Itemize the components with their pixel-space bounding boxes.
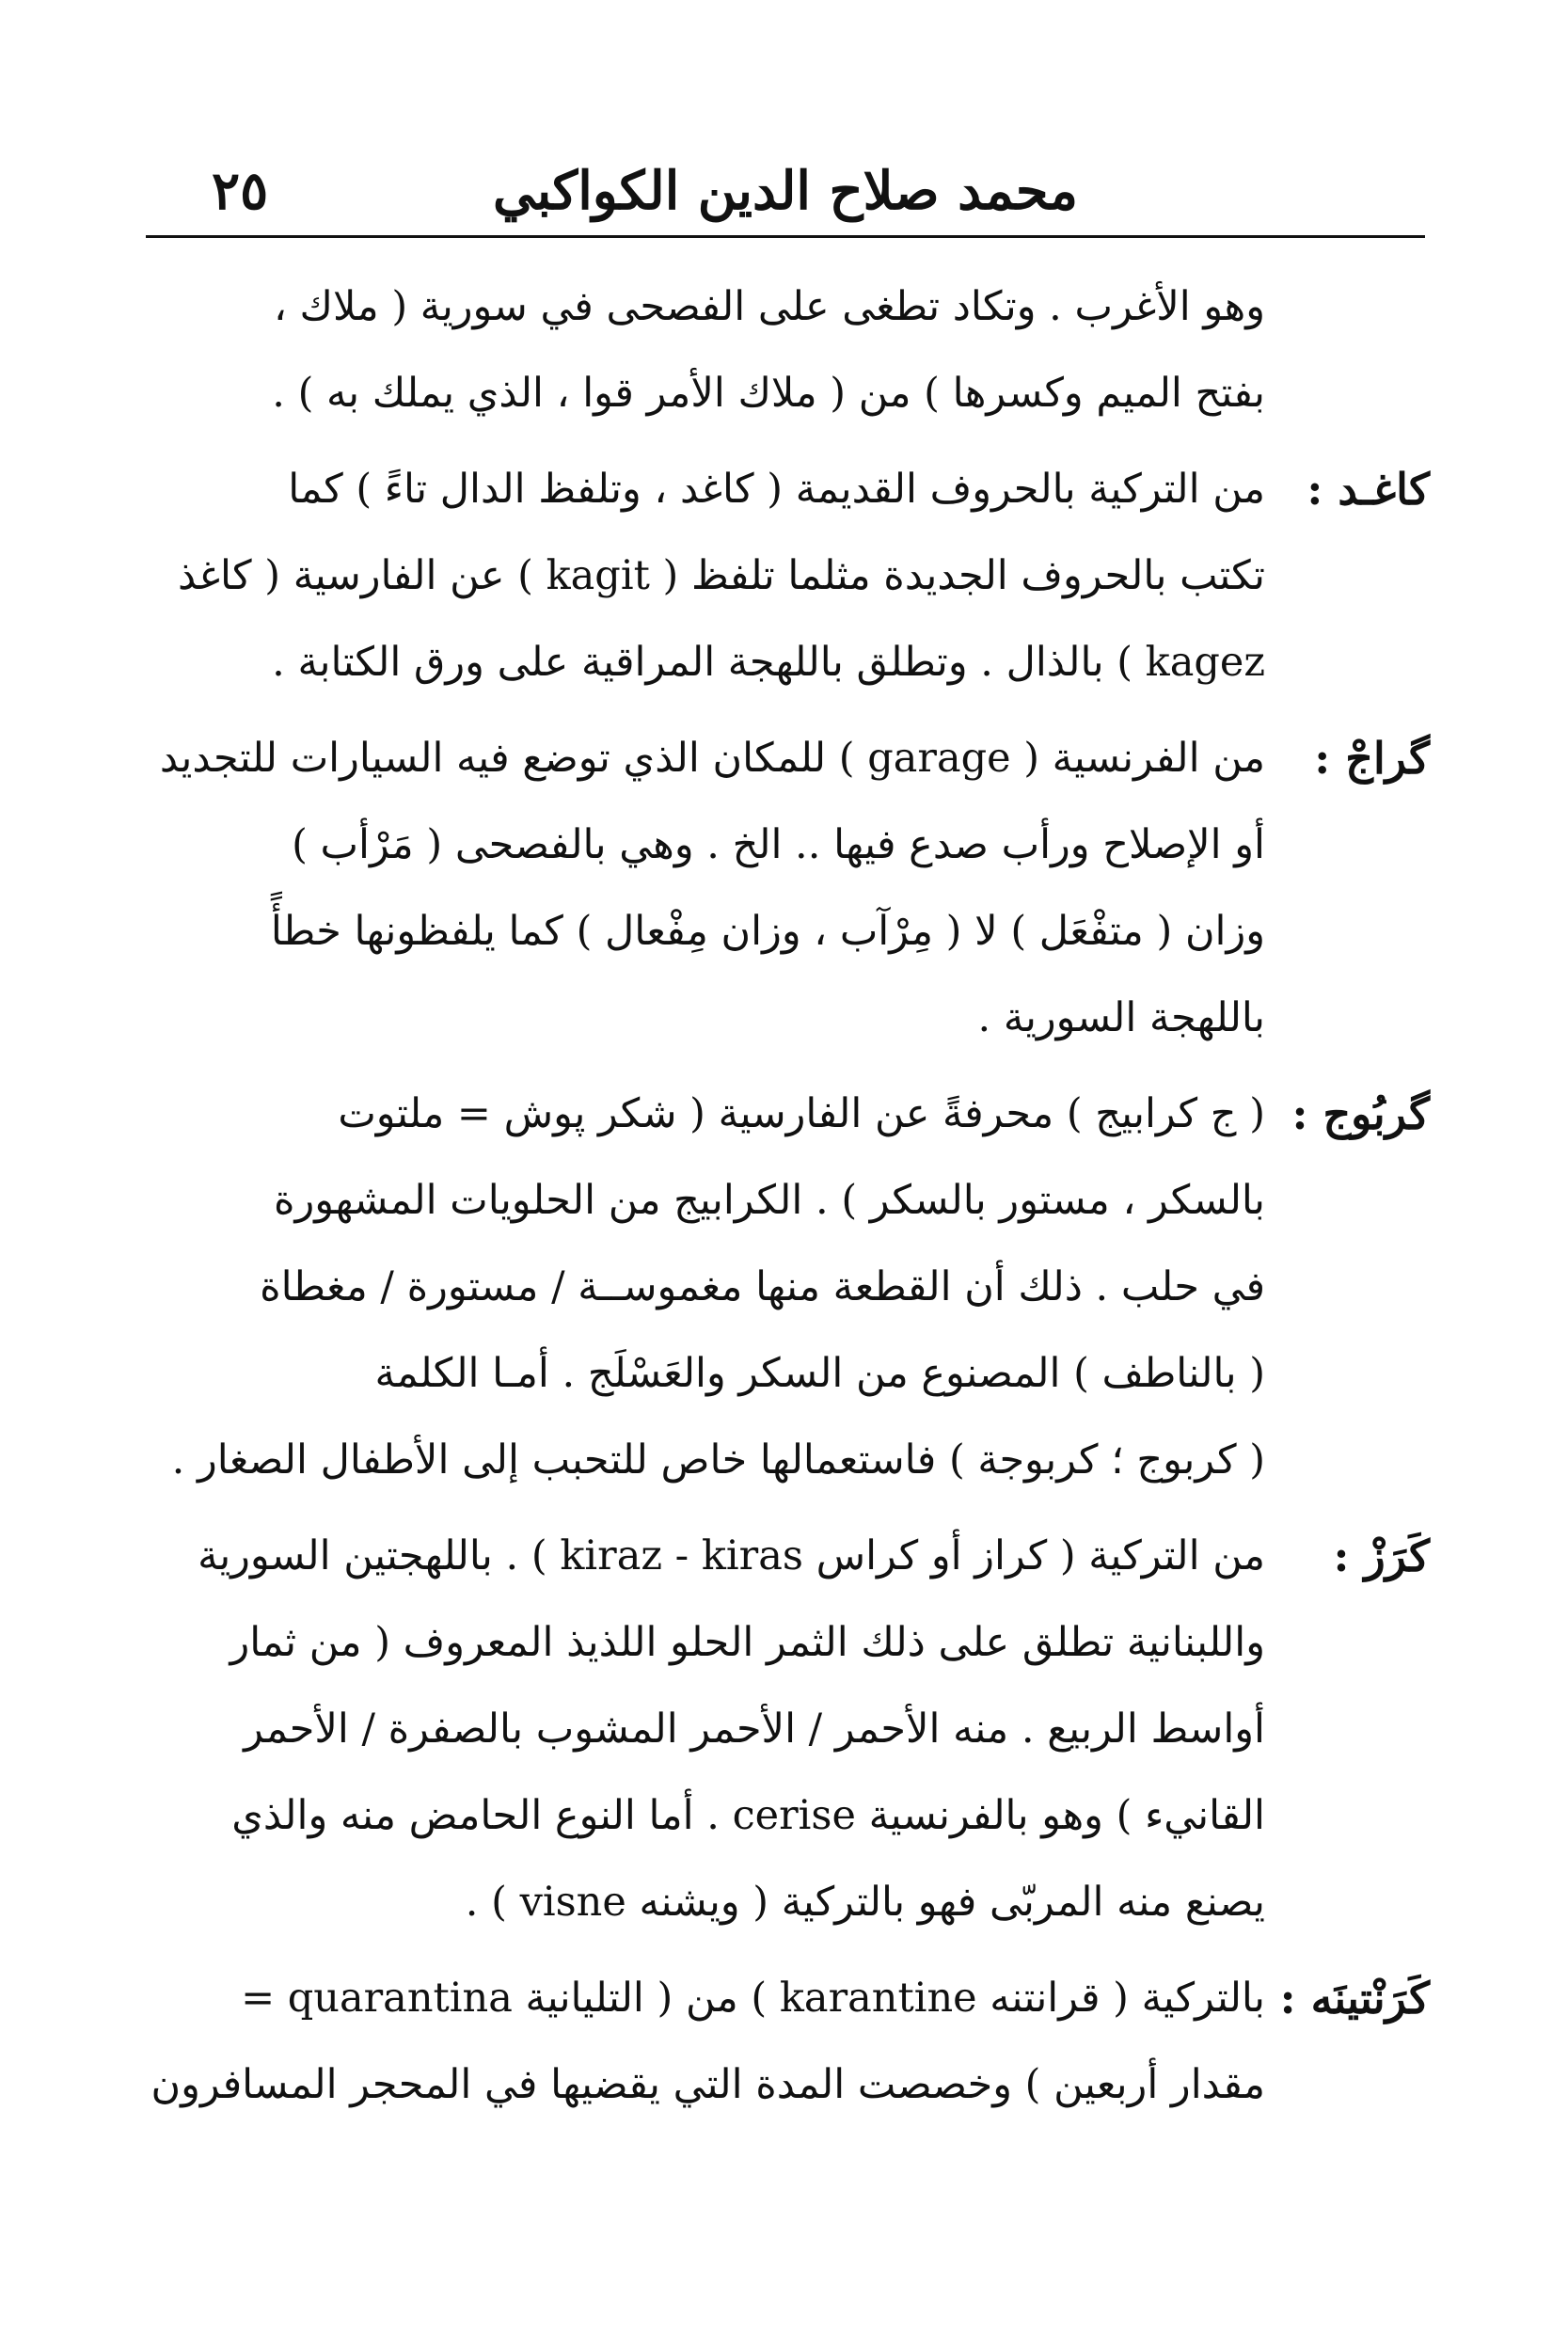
dictionary-entry — [150, 1071, 1430, 1503]
text-line: ( ج كرابيج ) محرفةً عن الفارسية ( شكر پوش = ملتوت — [338, 1090, 1265, 1137]
entry-definition — [150, 1071, 1265, 1503]
entry-headword: كاغـد : — [1307, 464, 1430, 515]
text-line: أو الإصلاح ورأب صدع فيها .. الخ . وهي بالفصحى ( مَرْأب ) — [292, 821, 1265, 868]
text-line: باللهجة السورية . — [977, 994, 1265, 1041]
header-rule — [146, 235, 1425, 238]
text-line: kagez ) بالذال . وتطلق باللهجة المراقية على ورق الكتابة . — [272, 639, 1265, 686]
text-line: القانيء ) وهو بالفرنسية cerise . أما النوع الحامض منه والذي — [231, 1792, 1265, 1839]
entry-headword: گراجْ : — [1314, 733, 1430, 784]
entry-headword: كَرَنْتينَه : — [1279, 1973, 1430, 2024]
text-line: وزان ( متفْعَل ) لا ( مِرْآب ، وزان مِفْعال ) كما يلفظونها خطأً — [270, 908, 1265, 955]
page-body — [150, 263, 1430, 2137]
text-line: واللبنانية تطلق على ذلك الثمر الحلو اللذيذ المعروف ( من ثمار — [230, 1619, 1265, 1666]
text-line: مقدار أربعين ) وخصصت المدة التي يقضيها في المحجر المسافرون — [150, 2061, 1265, 2108]
text-line: وهو الأغرب . وتكاد تطغى على الفصحى في سورية ( ملاك ، — [273, 283, 1265, 330]
text-line: ( كربوج ؛ كربوجة ) فاستعمالها خاص للتحبب إلى الأطفال الصغار . — [171, 1436, 1265, 1484]
entry-headword: كَرَزْ : — [1333, 1531, 1430, 1581]
running-title: محمد صلاح الدين الكواكبي — [492, 160, 1078, 222]
entry-definition — [150, 715, 1265, 1061]
text-line: بالتركية ( قرانتنه karantine ) من ( التليانية quarantina = — [241, 1975, 1265, 2022]
text-line: بالسكر ، مستور بالسكر ) . الكرابيج من الحلويات المشهورة — [273, 1177, 1265, 1224]
dictionary-entry — [150, 715, 1430, 1061]
entry-definition — [150, 446, 1265, 706]
page-number: ٢٥ — [212, 160, 269, 222]
dictionary-entry — [150, 1955, 1430, 2128]
dictionary-entry — [150, 1513, 1430, 1945]
entry-headword: گربُوج : — [1291, 1088, 1430, 1139]
text-line: في حلب . ذلك أن القطعة منها مغموســة / مستورة / مغطاة — [260, 1263, 1265, 1310]
dictionary-entry — [150, 446, 1430, 706]
entry-definition — [150, 1513, 1265, 1945]
text-line: بفتح الميم وكسرها ) من ( ملاك الأمر قوا ، الذي يملك به ) . — [272, 370, 1265, 417]
text-line: ( بالناطف ) المصنوع من السكر والعَسْلَج . أمـا الكلمة — [374, 1350, 1265, 1397]
text-line: من الفرنسية ( garage ) للمكان الذي توضع فيه السيارات للتجديد — [159, 735, 1265, 782]
entry-definition — [150, 1955, 1265, 2128]
text-line: تكتب بالحروف الجديدة مثلما تلفظ ( kagit ) عن الفارسية ( كاغذ — [177, 552, 1265, 599]
page-header — [146, 151, 1425, 226]
continuation-paragraph — [150, 263, 1430, 436]
text-line: من التركية بالحروف القديمة ( كاغد ، وتلفظ الدال تاءً ) كما — [288, 466, 1265, 513]
text-line: من التركية ( كراز أو كراس kiraz - kiras ) . باللهجتين السورية — [198, 1532, 1265, 1579]
text-line: يصنع منه المربّى فهو بالتركية ( ويشنه visne ) . — [465, 1879, 1265, 1926]
text-line: أواسط الربيع . منه الأحمر / الأحمر المشوب بالصفرة / الأحمر — [244, 1706, 1265, 1753]
